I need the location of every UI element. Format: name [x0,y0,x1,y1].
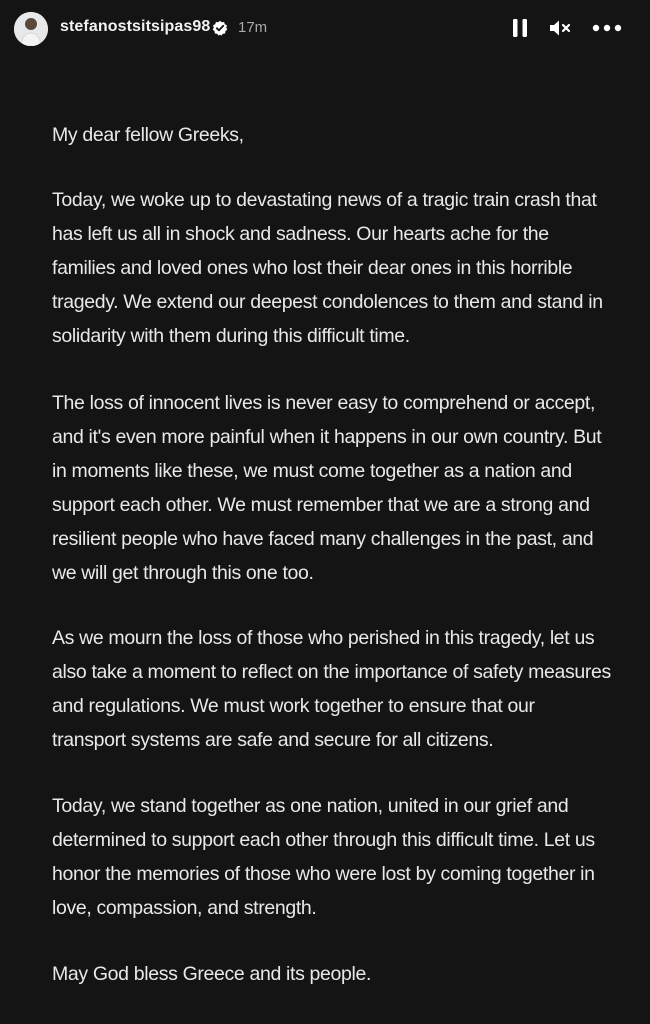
story-header [0,0,650,58]
pause-button[interactable] [508,16,532,40]
mute-icon [548,17,572,39]
paragraph-3: As we mourn the loss of those who perished in this tragedy, let us also take a moment to reflect on the importance of safety measures and regulations. We must work together to ensure that our transport systems are safe and secure for all citizens. [52,627,611,751]
pause-icon [511,17,529,39]
paragraph-2: The loss of innocent lives is never easy to comprehend or accept, and it's even more painful when it happens in our own country. But in moments like these, we must come together as a nation and support each other. We must remember that we are a strong and resilient people who have faced many challenges in the past, and we will get through this one too. [52,392,602,584]
more-options-button[interactable] [590,16,624,40]
avatar[interactable] [14,12,48,46]
closing-line: May God bless Greece and its people. [52,963,372,985]
post-timestamp: 17m [238,19,268,36]
paragraph-1: Today, we woke up to devastating news of a tragic train crash that has left us all in shock and sadness. Our hearts ache for the families and loved ones who lost their dear ones in this horrible tragedy. We extend our deepest condolences to them and stand in solidarity with them during this difficult time. [52,189,603,347]
mute-button[interactable] [547,16,573,40]
greeting: My dear fellow Greeks, [52,124,244,146]
username[interactable]: stefanostsitsipas98 [60,18,211,35]
paragraph-4: Today, we stand together as one nation, united in our grief and determined to support each other through this difficult time. Let us honor the memories of those who were lost by coming together in love, compassion, and strength. [52,795,595,919]
more-options-icon [592,23,622,33]
verified-badge-icon [212,20,228,36]
avatar-photo-icon [14,12,48,46]
